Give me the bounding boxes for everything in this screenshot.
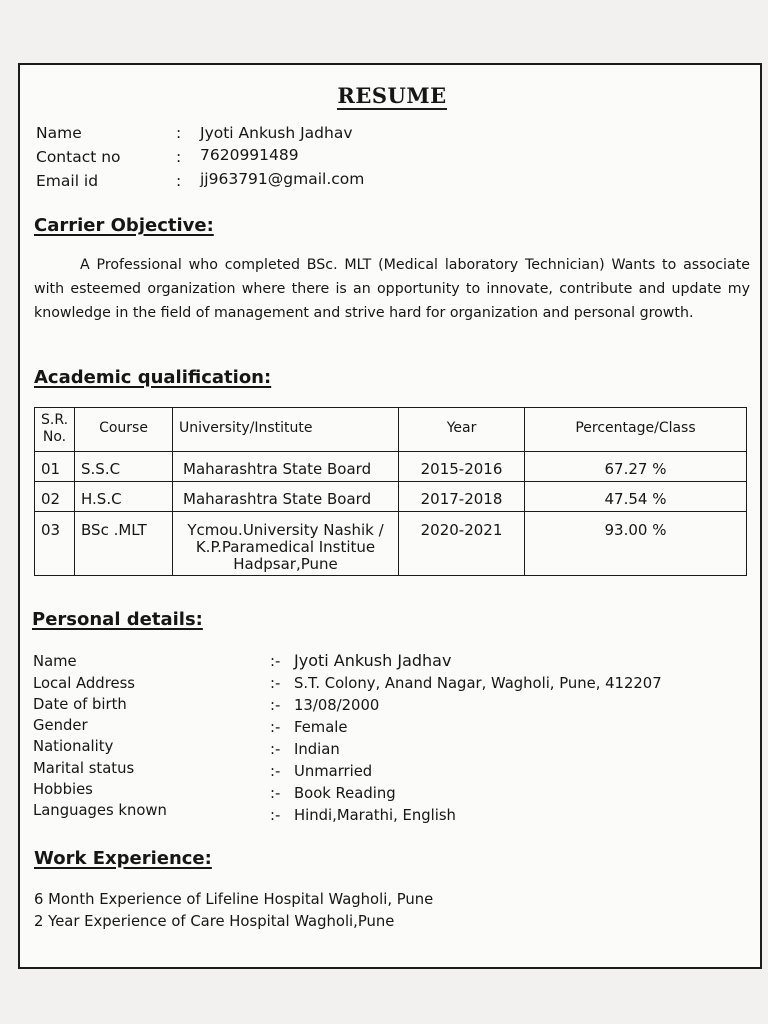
personal-value: Unmarried [294, 763, 373, 780]
col-header-university: University/Institute [173, 408, 399, 452]
cell-university: Maharashtra State Board [173, 452, 399, 482]
cell-srno: 03 [35, 512, 75, 576]
contact-name-label: Name [36, 124, 82, 142]
table-row [35, 482, 747, 512]
personal-separator: :- [270, 653, 281, 670]
resume-sheet [18, 63, 762, 969]
personal-value: S.T. Colony, Anand Nagar, Wagholi, Pune, 412207 [294, 675, 662, 692]
personal-label: Marital status [33, 760, 135, 777]
personal-label: Languages known [33, 802, 167, 819]
personal-value: Indian [294, 741, 340, 758]
cell-srno: 02 [35, 482, 75, 512]
personal-label: Local Address [33, 675, 135, 692]
personal-separator: :- [270, 785, 281, 802]
personal-separator: :- [270, 763, 281, 780]
personal-value: Jyoti Ankush Jadhav [294, 651, 452, 670]
objective-heading: Carrier Objective: [34, 215, 214, 236]
table-header-row [35, 408, 747, 452]
cell-year: 2020-2021 [399, 512, 525, 576]
col-header-course: Course [75, 408, 173, 452]
personal-value: 13/08/2000 [294, 697, 380, 714]
personal-value: Book Reading [294, 785, 396, 802]
personal-separator: :- [270, 807, 281, 824]
resume-title: RESUME [337, 83, 447, 108]
personal-separator: :- [270, 719, 281, 736]
cell-percentage: 47.54 % [525, 482, 747, 512]
col-header-srno: S.R. No. [35, 408, 75, 452]
cell-course: S.S.C [75, 452, 173, 482]
personal-label: Date of birth [33, 696, 127, 713]
table-row [35, 512, 747, 576]
contact-separator: : [176, 172, 182, 190]
personal-separator: :- [270, 697, 281, 714]
academic-table [34, 407, 747, 576]
contact-separator: : [176, 148, 182, 166]
contact-email-value: jj963791@gmail.com [200, 170, 365, 188]
personal-label: Gender [33, 717, 88, 734]
personal-value: Female [294, 719, 348, 736]
contact-separator: : [176, 124, 182, 142]
personal-label: Name [33, 653, 77, 670]
cell-year: 2017-2018 [399, 482, 525, 512]
personal-label: Hobbies [33, 781, 93, 798]
work-item: 2 Year Experience of Care Hospital Wagholi,Pune [34, 913, 395, 930]
cell-course: BSc .MLT [75, 512, 173, 576]
col-header-year: Year [399, 408, 525, 452]
contact-email-label: Email id [36, 172, 99, 190]
personal-value: Hindi,Marathi, English [294, 807, 456, 824]
cell-percentage: 67.27 % [525, 452, 747, 482]
personal-label: Nationality [33, 738, 114, 755]
cell-year: 2015-2016 [399, 452, 525, 482]
cell-percentage: 93.00 % [525, 512, 747, 576]
cell-srno: 01 [35, 452, 75, 482]
work-item: 6 Month Experience of Lifeline Hospital Wagholi, Pune [34, 891, 434, 908]
col-header-percentage: Percentage/Class [525, 408, 747, 452]
objective-text: A Professional who completed BSc. MLT (Medical laboratory Technician) Wants to associate with esteemed organization where there is an opportunity to innovate, contribute and update my knowledge in the field of management and strive hard for organization and personal growth. [34, 257, 750, 321]
work-heading: Work Experience: [34, 848, 212, 869]
contact-name-value: Jyoti Ankush Jadhav [200, 124, 353, 142]
cell-university: Maharashtra State Board [173, 482, 399, 512]
personal-separator: :- [270, 741, 281, 758]
contact-phone-value: 7620991489 [200, 146, 299, 164]
table-row [35, 452, 747, 482]
contact-phone-label: Contact no [36, 148, 121, 166]
personal-separator: :- [270, 675, 281, 692]
academic-heading: Academic qualification: [34, 367, 272, 388]
cell-university: Ycmou.University Nashik / K.P.Paramedical Institue Hadpsar,Pune [173, 512, 399, 576]
cell-course: H.S.C [75, 482, 173, 512]
personal-heading: Personal details: [32, 609, 203, 630]
